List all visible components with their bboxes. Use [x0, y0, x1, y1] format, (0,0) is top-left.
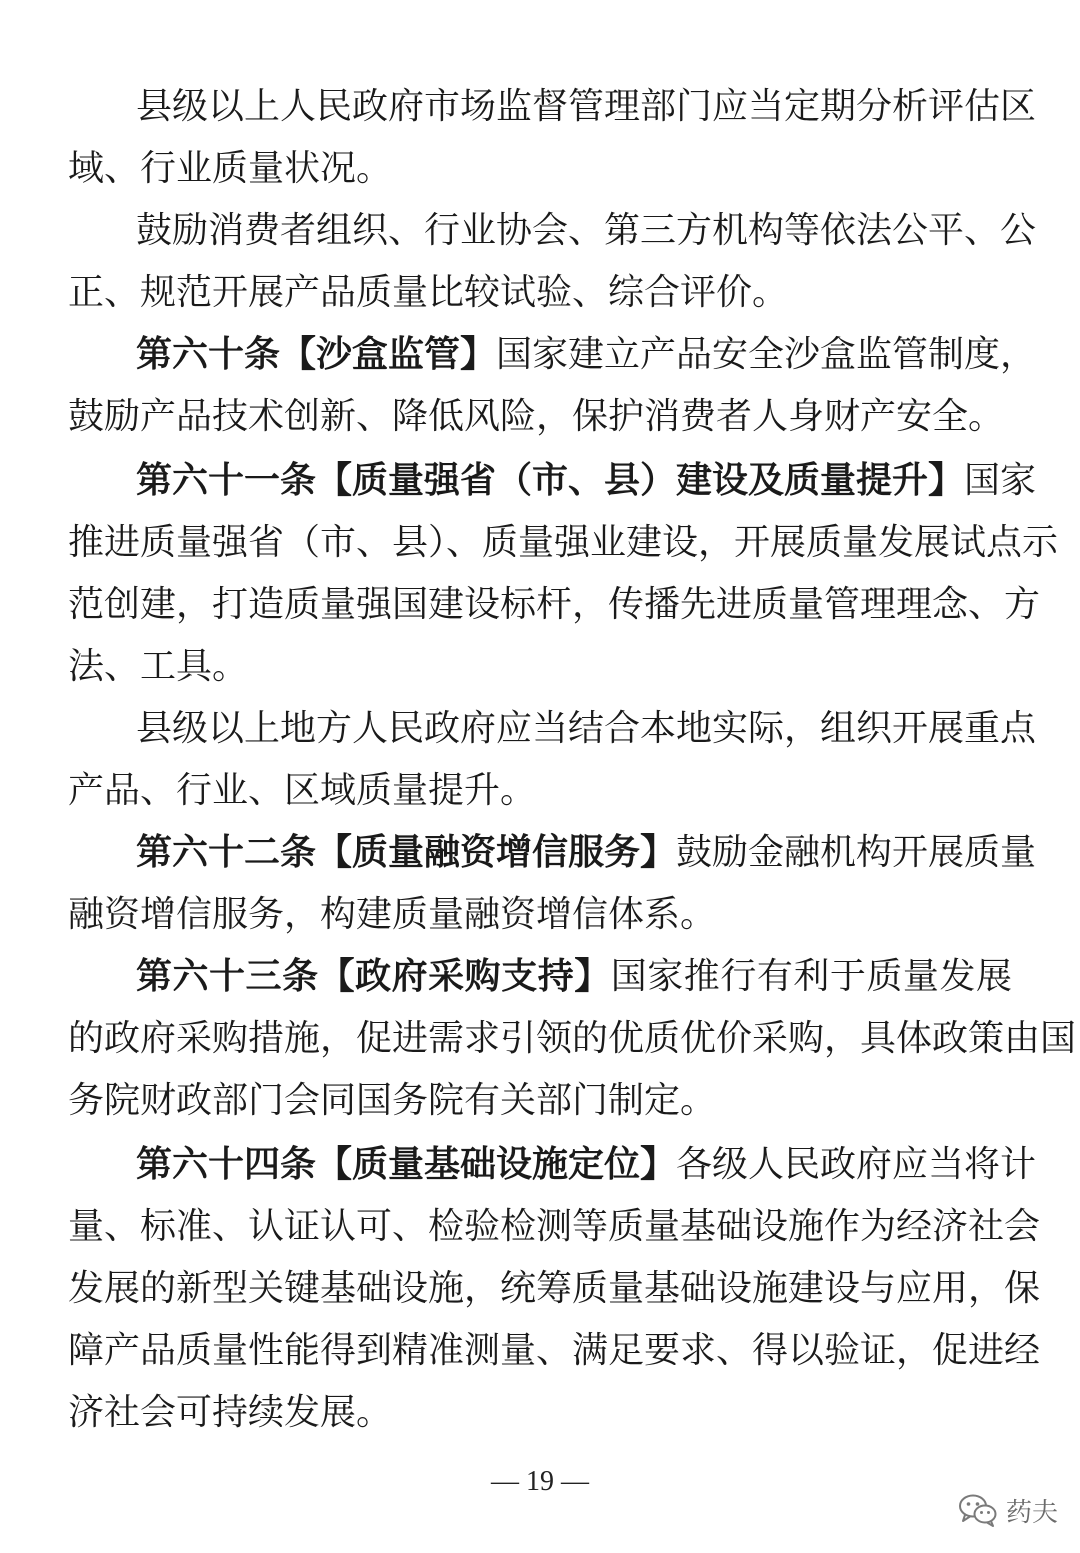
body-line: 务院财政部门会同国务院有关部门制定。: [68, 1080, 717, 1121]
article-title: 第六十条【沙盒监管】: [136, 334, 497, 375]
body-line: 发展的新型关键基础设施，统筹质量基础设施建设与应用，保: [68, 1268, 1041, 1309]
body-line: 县级以上人民政府市场监督管理部门应当定期分析评估区: [136, 86, 1037, 127]
body-line: 鼓励产品技术创新、降低风险，保护消费者人身财产安全。: [68, 396, 1005, 437]
body-line: 鼓励消费者组织、行业协会、第三方机构等依法公平、公: [136, 210, 1037, 251]
body-line: 产品、行业、区域质量提升。: [68, 770, 537, 811]
body-line: 障产品质量性能得到精准测量、满足要求、得以验证，促进经: [68, 1330, 1041, 1371]
page-number: — 19 —: [491, 1466, 589, 1497]
body-line: 的政府采购措施，促进需求引领的优质优价采购，具体政策由国: [68, 1018, 1077, 1059]
body-line: 推进质量强省（市、县）、质量强业建设，开展质量发展试点示: [68, 522, 1059, 563]
article-heading-line: 第六十一条【质量强省（市、县）建设及质量提升】国家: [136, 460, 1037, 501]
article-heading-line: 第六十三条【政府采购支持】国家推行有利于质量发展: [136, 956, 1012, 997]
wechat-icon: [958, 1493, 998, 1527]
body-line: 法、工具。: [68, 646, 249, 687]
article-title: 第六十四条【质量基础设施定位】: [136, 1144, 677, 1185]
body-line: 融资增信服务，构建质量融资增信体系。: [68, 894, 717, 935]
article-title: 第六十三条【政府采购支持】: [136, 956, 611, 997]
body-line: 县级以上地方人民政府应当结合本地实际，组织开展重点: [136, 708, 1037, 749]
watermark: [958, 1488, 1058, 1532]
article-title: 第六十二条【质量融资增信服务】: [136, 832, 677, 873]
body-line: 量、标准、认证认可、检验检测等质量基础设施作为经济社会: [68, 1206, 1041, 1247]
watermark-text: 药夫: [1005, 1497, 1058, 1528]
body-line: 济社会可持续发展。: [68, 1392, 393, 1433]
body-line: 范创建，打造质量强国建设标杆，传播先进质量管理理念、方: [68, 584, 1041, 625]
article-heading-line: 第六十四条【质量基础设施定位】各级人民政府应当将计: [136, 1144, 1037, 1185]
article-heading-line: 第六十二条【质量融资增信服务】鼓励金融机构开展质量: [136, 832, 1037, 873]
body-line: 正、规范开展产品质量比较试验、综合评价。: [68, 272, 789, 313]
article-title: 第六十一条【质量强省（市、县）建设及质量提升】: [136, 460, 965, 501]
body-line: 域、行业质量状况。: [68, 148, 393, 189]
article-heading-line: 第六十条【沙盒监管】国家建立产品安全沙盒监管制度，: [136, 334, 1037, 375]
